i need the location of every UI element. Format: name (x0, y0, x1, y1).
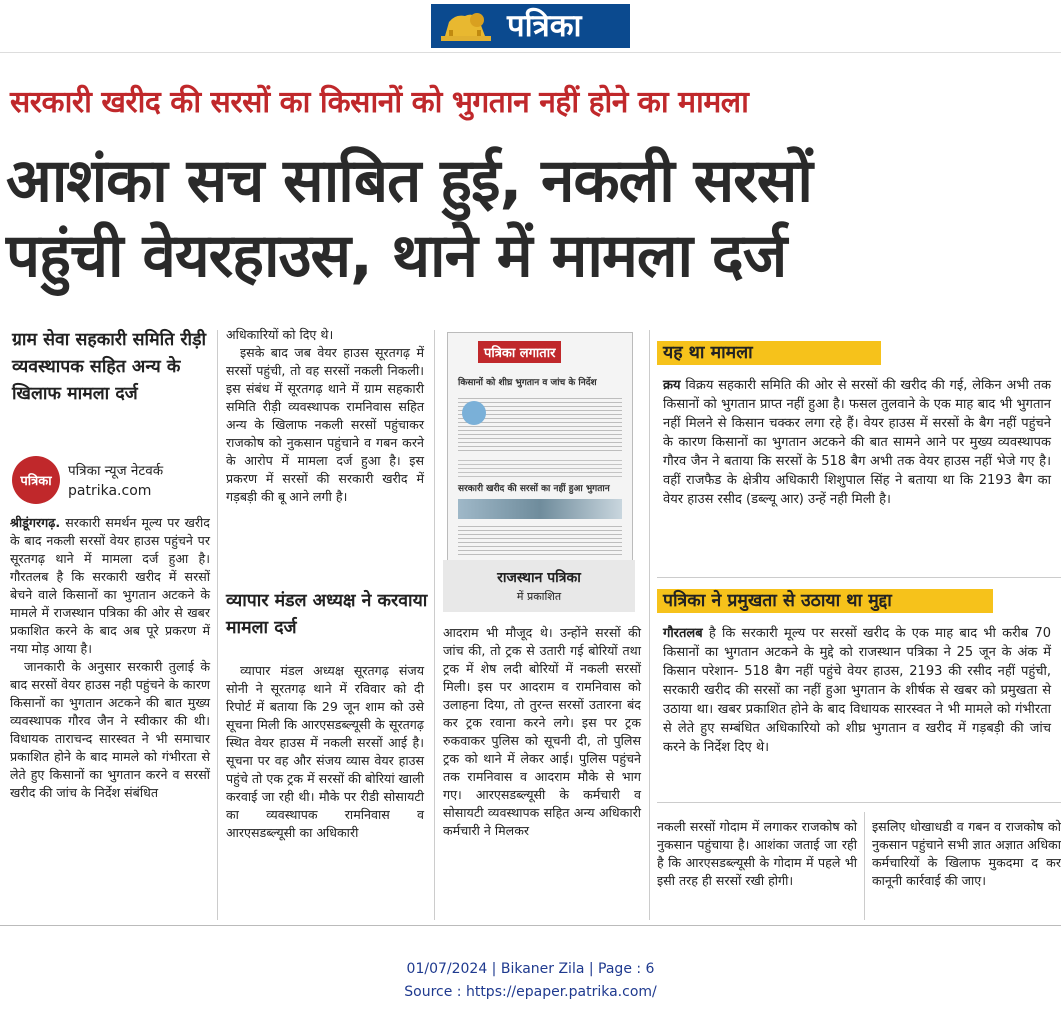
clipping-text-block-2 (458, 457, 622, 477)
byline (12, 456, 212, 506)
clipping-headline-2: सरकारी खरीद की सरसों का नहीं हुआ भुगतान (458, 484, 610, 494)
caption-subtitle: में प्रकाशित (516, 590, 562, 603)
clipping-photo (458, 499, 622, 519)
column4-paragraph-2 (663, 624, 1051, 757)
page-bottom-rule (0, 925, 1061, 926)
masthead-logo (431, 4, 630, 48)
kicker-headline: सरकारी खरीद की सरसों का किसानों को भुगतान नहीं होने का मामला (10, 85, 749, 120)
column2-body-2 (226, 662, 424, 842)
clipping-tag: पत्रिका लगातार (478, 341, 561, 363)
section-bar-background-case: यह था मामला (657, 341, 881, 365)
byline-site: patrika.com (68, 483, 152, 499)
column4-bottom-left-text: नकली सरसों गोदाम में लगाकर राजकोष को नुकसान पहुंचाया है। आशंका जताई जा रही है कि आरएसडब्ल्यूसी के गोदाम में पहले भी इसी तरह ही सरसों रखी होगी। (657, 819, 857, 888)
column1-paragraph-1-text: सरकारी समर्थन मूल्य पर खरीद के बाद नकली सरसों वेयर हाउस पहुंचने पर सूरतगढ़ थाने में मामला दर्ज हुआ है। गौरतलब है कि सरकारी खरीद में सरसों बेचने वाले किसानों का भुगतान अटकने के मामले में राजस्थान पत्रिका की ओर से खबर प्रकाशित करने के बाद अब पूरे प्रकरण में नया मोड़ आया है। (10, 515, 210, 656)
section-divider-2 (657, 802, 1061, 803)
column1-paragraph-2: जानकारी के अनुसार सरकारी तुलाई के बाद सरसों वेयर हाउस नही पहुंचने के कारण किसानों का भुगतान अटकने की बात मुख्य व्यवस्थापक गौरव जैन ने स्वीकार की थी। विधायक ताराचन्द सारस्वत ने भी समाचार प्रकाशित होने के बाद मामले को गंभीरता से लेते हुए किसानों का भुगतान करने व सरसों खरीद की जांच के निर्देश संबंधित (10, 659, 210, 800)
dateline: श्रीडूंगरगढ़. (10, 515, 61, 530)
column4-paragraph-1 (663, 376, 1051, 509)
column4-lead-1: क्रय (663, 378, 681, 393)
column2-paragraph-1: इसके बाद जब वेयर हाउस सूरतगढ़ में सरसों पहुंची, तो वह सरसों नकली निकली। इस संबंध में सूरतगढ़ थाने में ग्राम सहकारी समिति रीड़ी व्यवस्थापक रामनिवास सहित अन्य के खिलाफ नकली सरसों पहुंचाकर राजकोष को नुकसान पहुंचाने व गबन करने के आरोप में मामला दर्ज हुआ है। इस प्रकरण में सरसों की सरकारी खरीद में गड़बड़ी की बू आने लगी है। (226, 345, 424, 504)
byline-name: पत्रिका न्यूज नेटवर्क (68, 463, 164, 479)
column3-paragraph-1: आदराम भी मौजूद थे। उन्होंने सरसों की जांच की, तो ट्रक से उतारी गई बोरियों तथा ट्रक में शेष लदी बोरियों में नकली सरसों मिली। इस पर आदराम व रामनिवास को उलाहना दिया, तो तुरन्त सरसों उतारना बंद कर ट्रक रवाना करने लगे। इस पर ट्रक रुकवाकर पुलिस को सूचनी दी, तो पुलिस ट्रक को थाने में लेकर आई। पुलिस पहुंचने तक रामनिवास व आदराम मौके से भाग गए। आरएसडब्ल्यूसी के कर्मचारी व सोसायटी व्यवस्थापक सहित अन्य अधिकारी कर्मचारी ने मिलकर (443, 625, 641, 838)
column3-body (443, 624, 641, 840)
column-divider-2 (434, 330, 435, 920)
column4-body-1 (663, 376, 1051, 509)
column1-body (10, 514, 210, 802)
clipping-text-block-3 (458, 523, 622, 557)
column4-bottom-left (657, 818, 857, 890)
column1-subheadline: ग्राम सेवा सहकारी समिति रीड़ी व्यवस्थापक सहित अन्य के खिलाफ मामला दर्ज (12, 330, 207, 404)
column4-bottom-right (872, 818, 1061, 890)
clipping-thumbnail (447, 332, 633, 562)
main-headline-line-2: पहुंची वेयरहाउस, थाने में मामला दर्ज (6, 221, 787, 291)
column-divider-3 (649, 330, 650, 920)
clipping-headline-1: किसानों को शीघ्र भुगतान व जांच के निर्देश (458, 378, 597, 388)
footer-edition-info: 01/07/2024 | Bikaner Zila | Page : 6 (406, 961, 655, 977)
caption-title: राजस्थान पत्रिका (497, 570, 581, 586)
column4-bottom-right-text: इसलिए धोखाधडी व गबन व राजकोष को नुकसान पहुंचाने सभी ज्ञात अज्ञात अधिका कर्मचारियों के खिलाफ मुकदमा द कर कानूनी कार्रवाई की जाए। (872, 819, 1061, 888)
lion-emblem-icon (431, 4, 501, 48)
column-divider-1 (217, 330, 218, 920)
column2-subheadline: व्यापार मंडल अध्यक्ष ने करवाया मामला दर्ज (226, 591, 428, 638)
clipping-portrait-icon (462, 401, 486, 425)
section-bar-patrika-raised: पत्रिका ने प्रमुखता से उठाया था मुद्दा (657, 589, 993, 613)
column2-body (226, 326, 424, 506)
column2-paragraph-2: व्यापार मंडल अध्यक्ष सूरतगढ़ संजय सोनी ने सूरतगढ़ थाने में रविवार को दी रिपोर्ट में बताया कि 29 जून शाम को उसे सूचना मिली कि आरएसडब्ल्यूसी के सूरतगढ़ स्थित वेयर हाउस में नकली सरसों आई है। सूचना पर वह और संजय व्यास वेयर हाउस पहुंचे तो एक ट्रक में सरसों की बोरियां खाली करवाई जा रही थी। मौके पर रीडी सोसायटी का व्यवस्थापक रामनिवास व आरएसडब्ल्यूसी का अधिकारी (226, 663, 424, 840)
patrika-logo-icon: पत्रिका (12, 456, 60, 504)
clipping-caption (443, 560, 635, 612)
masthead-brand: पत्रिका (507, 8, 582, 44)
main-headline-line-1: आशंका सच साबित हुई, नकली सरसों (6, 146, 812, 216)
column-divider-4 (864, 812, 865, 920)
column4-paragraph-1-text: विक्रय सहकारी समिति की ओर से सरसों की खरीद की गई, लेकिन अभी तक किसानों को भुगतान प्राप्त नहीं हुआ है। फसल तुलवाने के एक माह बाद भी भुगतान नहीं मिलने से किसान चक्कर लगा रहे हैं। वेयर हाउस में सरसों के बैग नहीं पहुंचने के कारण किसानों का भुगतान अटकने की बात सामने आने पर मुख्य व्यवस्थापक गौरव जैन ने बताया कि सरसों के 518 बैग अभी तक वेयर हाउस नहीं भेजे गए है। वहीं राजफैड के क्षेत्रीय अधिकारी शिशुपाल सिंह ने बताया था कि 2193 बैग का वेयर हाउस रसीद (डब्ल्यू आर) उन्हें नही मिली है। (663, 378, 1051, 507)
column4-paragraph-2-text: है कि सरकारी मूल्य पर सरसों खरीद के एक माह बाद भी करीब 70 किसानों का भुगतान अटकने के मुद्दे को राजस्थान पत्रिका ने 25 जून के अंक में किसान परेशान- 518 बैग नहीं पहुंचे वेयर हाउस, 2193 की रसीद नहीं पहुंची, सरकारी खरीद की सरसों का नहीं हुआ भुगतान के शीर्षक से खबर को प्रमुखता से उठाया था। खबर प्रकाशित होने के बाद विधायक सारस्वत ने भी मामले को गंभीरता से लेते हुए सम्बंधित अधिकारियो को शीघ्र भुगतान व खरीद में गड़बड़ी की जांच करने के निर्देश दिए थे। (663, 626, 1051, 755)
clipping-text-block (458, 395, 622, 451)
column4-lead-2: गौरतलब (663, 626, 703, 641)
column2-paragraph-0: अधिकारियों को दिए थे। (226, 327, 334, 342)
column1-paragraph-1 (10, 514, 210, 658)
column4-body-2 (663, 624, 1051, 757)
section-divider (657, 577, 1061, 578)
footer-source-link[interactable]: Source : https://epaper.patrika.com/ (404, 984, 657, 1000)
masthead-divider (0, 52, 1061, 53)
